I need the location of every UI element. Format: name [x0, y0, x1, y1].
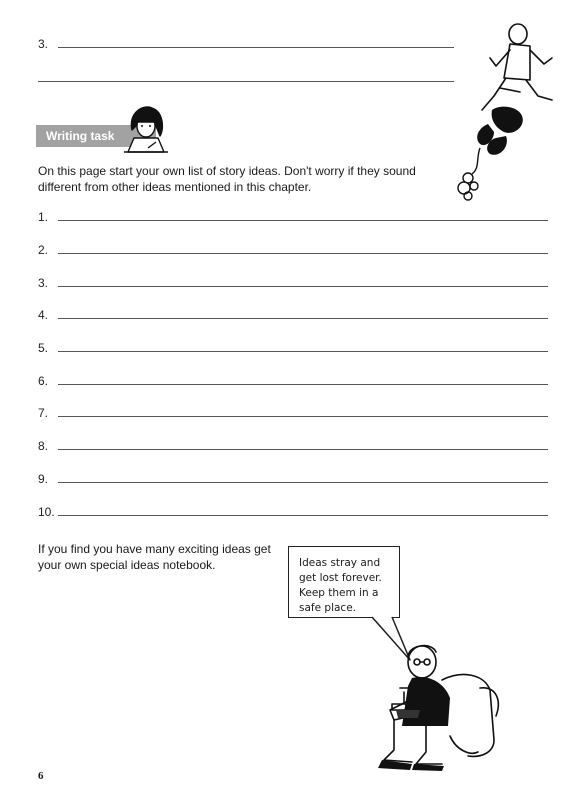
idea-line[interactable] — [58, 384, 548, 385]
idea-line[interactable] — [58, 220, 548, 221]
old-man-armchair-illustration — [372, 640, 512, 772]
speech-bubble — [288, 546, 400, 618]
running-man-dog-illustration — [460, 18, 570, 203]
idea-number: 4. — [38, 308, 49, 322]
answer-line-continuation[interactable] — [38, 81, 454, 82]
idea-number: 3. — [38, 276, 49, 290]
idea-number: 7. — [38, 406, 49, 420]
writing-task-title: Writing task — [46, 129, 115, 143]
idea-number: 2. — [38, 243, 49, 257]
idea-line[interactable] — [58, 416, 548, 417]
idea-line[interactable] — [58, 318, 548, 319]
notebook-paragraph: If you find you have many exciting ideas get your own special ideas notebook. — [38, 542, 271, 572]
idea-number: 10. — [38, 505, 55, 519]
top-entry-number: 3. — [38, 37, 49, 51]
intro-paragraph: On this page start your own list of story ideas. Don't worry if they sound different from other ideas mentioned in this chapter. — [38, 164, 416, 194]
idea-number: 1. — [38, 210, 49, 224]
idea-number: 5. — [38, 341, 49, 355]
idea-line[interactable] — [58, 286, 548, 287]
idea-line[interactable] — [58, 351, 548, 352]
idea-number: 8. — [38, 439, 49, 453]
girl-writing-icon — [122, 104, 170, 156]
page-number: 6 — [38, 770, 44, 782]
idea-line[interactable] — [58, 253, 548, 254]
answer-line[interactable] — [58, 47, 454, 48]
idea-line[interactable] — [58, 449, 548, 450]
idea-number: 9. — [38, 472, 49, 486]
speech-bubble-text: Ideas stray and get lost forever. Keep them in a safe place. — [299, 557, 382, 614]
idea-line[interactable] — [58, 482, 548, 483]
idea-line[interactable] — [58, 515, 548, 516]
idea-number: 6. — [38, 374, 49, 388]
